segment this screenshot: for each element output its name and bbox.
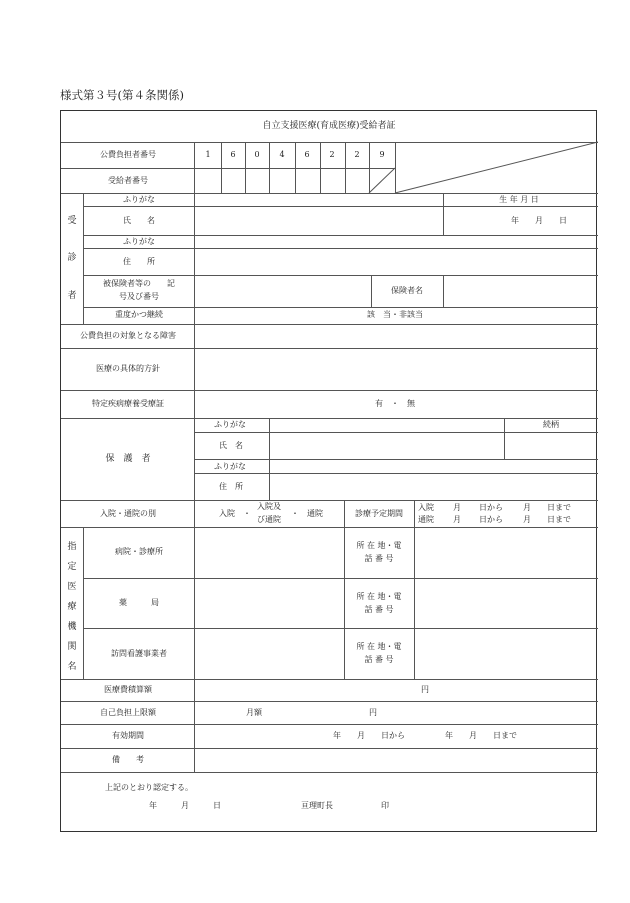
inpatient-option: ・ 通院 (291, 509, 323, 518)
rule (83, 248, 598, 249)
institution-side-char: 名 (67, 662, 77, 672)
rule (269, 418, 270, 500)
rule (61, 193, 598, 194)
recipient-number-label: 受給者番号 (108, 176, 148, 185)
rule (61, 724, 598, 725)
validity-value: 年 月 日から 年 月 日まで (333, 731, 517, 740)
guardian-relation-label: 続柄 (543, 420, 559, 429)
furigana-label: ふりがな (123, 237, 155, 246)
severe-value: 該 当・非該当 (367, 310, 423, 319)
validity-label: 有効期間 (112, 731, 144, 740)
rule (83, 193, 84, 324)
guardian-furigana-label: ふりがな (214, 462, 246, 471)
institution-side-char: 定 (67, 562, 77, 572)
public-payer-digit: 6 (230, 150, 236, 159)
rule (83, 628, 598, 629)
period-row-1: 月 (523, 503, 531, 512)
location-label-2: 話 番 号 (364, 554, 394, 563)
rule (320, 142, 321, 193)
period-row-1: 日まで (547, 503, 571, 512)
institution-side-char: 療 (67, 602, 77, 612)
location-label: 所 在 地・電 (356, 592, 402, 601)
limit-monthly: 月額 (246, 708, 262, 717)
public-payer-label: 公費負担者番号 (100, 150, 156, 159)
rule (504, 418, 505, 459)
period-row-2: 日まで (547, 515, 571, 524)
rule (83, 578, 598, 579)
rule (443, 193, 444, 235)
patient-side-char: 受 (67, 216, 77, 226)
limit-yen: 円 (369, 708, 377, 717)
rule (194, 527, 195, 679)
certify-date: 年 月 日 (149, 801, 221, 810)
rule (345, 142, 346, 193)
rule (194, 432, 598, 433)
public-payer-digit: 6 (304, 150, 310, 159)
rule (295, 142, 296, 193)
rule (61, 500, 598, 501)
public-payer-digit: 2 (329, 150, 335, 159)
rule (61, 348, 598, 349)
public-payer-digit: 9 (379, 150, 385, 159)
rule (221, 142, 222, 193)
rule (414, 527, 415, 679)
limit-label: 自己負担上限額 (100, 708, 156, 717)
period-label: 診療予定期間 (355, 509, 403, 518)
rule (371, 275, 372, 307)
rule (194, 418, 195, 500)
guardian-label: 保 護 者 (105, 454, 151, 464)
rule (83, 206, 598, 207)
rule (194, 500, 195, 527)
institution-side-char: 医 (67, 582, 77, 592)
period-row-1: 月 (453, 503, 461, 512)
rule (61, 390, 598, 391)
inpatient-label: 入院・通院の別 (100, 509, 156, 518)
furigana-label: ふりがな (123, 195, 155, 204)
inpatient-option: 入院及 (257, 502, 281, 511)
institution-side-char: 関 (67, 642, 77, 652)
seal-label: 印 (381, 801, 389, 810)
public-payer-digit: 0 (254, 150, 260, 159)
rule (194, 324, 195, 418)
rule (443, 275, 444, 307)
rule (344, 500, 345, 527)
guardian-address-label: 住 所 (219, 482, 243, 491)
location-label-2: 話 番 号 (364, 655, 394, 664)
rule (61, 142, 598, 143)
period-row-2: 通院 (418, 515, 434, 524)
disability-label: 公費負担の対象となる障害 (80, 331, 176, 340)
rule (61, 748, 598, 749)
form-caption: 様式第３号(第４条関係) (60, 88, 184, 102)
public-payer-digit: 1 (205, 150, 211, 159)
location-label-2: 話 番 号 (364, 605, 394, 614)
certify-text: 上記のとおり認定する。 (105, 783, 193, 792)
rule (61, 701, 598, 702)
specified-disease-label: 特定疾病療養受療証 (92, 399, 164, 408)
cost-label: 医療費積算額 (104, 685, 152, 694)
rule (194, 679, 195, 772)
rule (395, 142, 396, 193)
mayor-label: 亘理町長 (301, 801, 333, 810)
public-payer-digit: 4 (279, 150, 285, 159)
rule (344, 527, 345, 679)
specified-disease-value: 有 ・ 無 (375, 399, 415, 408)
address-label: 住 所 (123, 257, 155, 266)
severe-label: 重度かつ継続 (115, 310, 163, 319)
period-row-1: 日から (479, 503, 503, 512)
certificate-form (60, 110, 597, 832)
institution-side-char: 指 (67, 542, 77, 552)
rule (61, 324, 598, 325)
location-label: 所 在 地・電 (356, 541, 402, 550)
pharmacy-label: 薬 局 (119, 598, 159, 607)
rule (194, 142, 195, 193)
insured-symbol-label: 被保険者等の 記 (103, 279, 175, 288)
birth-date-label: 生 年 月 日 (499, 195, 539, 204)
public-payer-digit: 2 (354, 150, 360, 159)
rule (194, 459, 598, 460)
rule (269, 142, 270, 193)
insured-symbol-label-2: 号及び番号 (119, 292, 159, 301)
rule (245, 142, 246, 193)
institution-side-char: 機 (67, 622, 77, 632)
remarks-label: 備 考 (112, 755, 144, 764)
guardian-furigana-label: ふりがな (214, 420, 246, 429)
rule (61, 527, 598, 528)
rule (83, 307, 598, 308)
patient-side-char: 診 (67, 253, 77, 263)
inpatient-option: び通院 (257, 515, 281, 524)
period-row-2: 月 (523, 515, 531, 524)
rule (61, 418, 598, 419)
rule (61, 772, 598, 773)
rule (369, 142, 370, 193)
inpatient-option: 入院 ・ (219, 509, 251, 518)
name-label: 氏 名 (123, 216, 155, 225)
period-row-2: 月 (453, 515, 461, 524)
patient-side-char: 者 (67, 291, 77, 301)
rule (83, 527, 84, 679)
insurer-name-label: 保険者名 (391, 286, 423, 295)
cost-yen: 円 (421, 685, 429, 694)
certificate-title: 自立支援医療(育成医療)受給者証 (262, 121, 396, 131)
nursing-label: 訪問看護事業者 (111, 649, 167, 658)
rule (61, 679, 598, 680)
birth-date-value: 年 月 日 (511, 216, 567, 225)
rule (194, 473, 598, 474)
rule (194, 193, 195, 324)
guardian-name-label: 氏 名 (219, 441, 243, 450)
policy-label: 医療の具体的方針 (96, 364, 160, 373)
period-row-2: 日から (479, 515, 503, 524)
location-label: 所 在 地・電 (356, 642, 402, 651)
rule (83, 235, 598, 236)
period-row-1: 入院 (418, 503, 434, 512)
rule (83, 275, 598, 276)
hospital-label: 病院・診療所 (115, 547, 163, 556)
rule (414, 500, 415, 527)
